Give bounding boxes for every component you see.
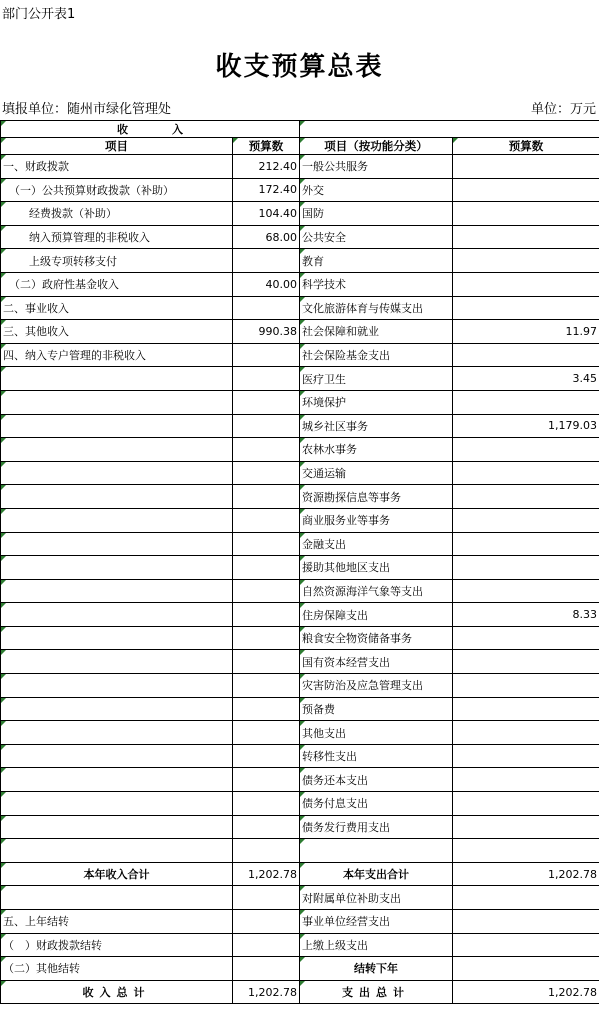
table-row — [1, 980, 599, 1004]
fiscal-carry-label: （ ）财政拨款结转 — [1, 933, 233, 957]
income-value-cell — [233, 461, 300, 485]
table-row — [1, 320, 599, 344]
table-row — [1, 249, 599, 273]
expense-value-cell — [453, 626, 599, 650]
table-row — [1, 862, 599, 886]
blank-cell — [233, 933, 300, 957]
blank-cell — [453, 957, 599, 981]
expense-value-cell — [453, 650, 599, 674]
income-item-cell — [1, 603, 233, 627]
expense-item-cell: 金融支出 — [300, 532, 453, 556]
income-item-cell: （一）公共预算财政拨款（补助） — [1, 178, 233, 202]
income-value-cell — [233, 650, 300, 674]
table-row — [1, 532, 599, 556]
budget-table — [0, 120, 599, 1004]
expense-item-cell: 住房保障支出 — [300, 603, 453, 627]
expense-item-cell: 环境保护 — [300, 390, 453, 414]
table-row — [1, 933, 599, 957]
expense-item-cell: 农林水事务 — [300, 438, 453, 462]
expense-value-cell — [453, 272, 599, 296]
table-row — [1, 485, 599, 509]
expense-value-cell — [453, 296, 599, 320]
income-total-label: 本年收入合计 — [1, 862, 233, 886]
blank-cell — [233, 910, 300, 934]
expense-value-cell — [453, 674, 599, 698]
income-item-cell: 纳入预算管理的非税收入 — [1, 225, 233, 249]
page-title: 收支预算总表 — [215, 52, 384, 82]
expense-value-cell — [453, 792, 599, 816]
expense-total-label: 本年支出合计 — [300, 862, 453, 886]
table-row — [1, 721, 599, 745]
income-value-cell: 172.40 — [233, 178, 300, 202]
income-item-cell — [1, 414, 233, 438]
table-row — [1, 272, 599, 296]
table-row — [1, 414, 599, 438]
business-label: 事业单位经营支出 — [300, 910, 453, 934]
income-item-cell — [1, 650, 233, 674]
blank-cell — [233, 886, 300, 910]
prior-balance-label: 五、上年结转 — [1, 910, 233, 934]
table-row — [1, 343, 599, 367]
income-value-cell — [233, 249, 300, 273]
table-row — [1, 744, 599, 768]
expense-value-cell — [453, 768, 599, 792]
income-item-cell — [1, 390, 233, 414]
income-item-cell — [1, 556, 233, 580]
col-expense-item: 项目（按功能分类） — [300, 138, 453, 155]
income-item-cell — [1, 461, 233, 485]
income-value-cell — [233, 508, 300, 532]
expense-value-cell — [453, 697, 599, 721]
col-income-item: 项目 — [1, 138, 233, 155]
expense-value-cell — [453, 461, 599, 485]
income-item-cell — [1, 508, 233, 532]
income-value-cell — [233, 815, 300, 839]
money-unit: 单位：万元 — [530, 102, 596, 117]
income-item-cell: 一、财政拨款 — [1, 155, 233, 179]
income-value-cell — [233, 792, 300, 816]
expense-value-cell — [453, 744, 599, 768]
expense-value-cell — [453, 202, 599, 226]
expense-item-cell: 粮食安全物资储备事务 — [300, 626, 453, 650]
income-item-cell: （二）政府性基金收入 — [1, 272, 233, 296]
expense-item-cell: 灾害防治及应急管理支出 — [300, 674, 453, 698]
table-row — [1, 579, 599, 603]
blank-cell — [453, 886, 599, 910]
table-row — [1, 886, 599, 910]
income-value-cell — [233, 296, 300, 320]
expense-item-cell: 国有资本经营支出 — [300, 650, 453, 674]
income-item-cell: 上级专项转移支付 — [1, 249, 233, 273]
income-value-cell: 68.00 — [233, 225, 300, 249]
blank-cell — [1, 886, 233, 910]
column-header-row — [1, 138, 599, 155]
income-item-cell — [1, 579, 233, 603]
income-value-cell: 40.00 — [233, 272, 300, 296]
income-value-cell — [233, 674, 300, 698]
income-value-cell — [233, 626, 300, 650]
expense-item-cell: 交通运输 — [300, 461, 453, 485]
income-item-cell: 三、其他收入 — [1, 320, 233, 344]
income-item-cell — [1, 721, 233, 745]
income-total-value: 1,202.78 — [233, 862, 300, 886]
table-row — [1, 839, 599, 863]
income-item-cell — [1, 697, 233, 721]
expense-item-cell: 文化旅游体育与传媒支出 — [300, 296, 453, 320]
expense-value-cell — [453, 343, 599, 367]
expense-total-value: 1,202.78 — [453, 862, 599, 886]
table-row — [1, 508, 599, 532]
table-row — [1, 178, 599, 202]
income-header-row — [1, 121, 599, 138]
expense-item-cell: 教育 — [300, 249, 453, 273]
income-value-cell — [233, 768, 300, 792]
income-item-cell — [1, 626, 233, 650]
expense-item-cell: 其他支出 — [300, 721, 453, 745]
income-value-cell — [233, 603, 300, 627]
expense-header-blank — [300, 121, 599, 138]
expense-value-cell — [453, 249, 599, 273]
income-value-cell: 104.40 — [233, 202, 300, 226]
income-item-cell — [1, 744, 233, 768]
expense-value-cell — [453, 225, 599, 249]
table-row — [1, 674, 599, 698]
other-carry-label: （二）其他结转 — [1, 957, 233, 981]
table-row — [1, 650, 599, 674]
expense-item-cell: 城乡社区事务 — [300, 414, 453, 438]
expense-item-cell: 一般公共服务 — [300, 155, 453, 179]
grand-expense-value: 1,202.78 — [453, 980, 599, 1004]
income-item-cell: 经费拨款（补助） — [1, 202, 233, 226]
income-value-cell — [233, 721, 300, 745]
col-expense-budget: 预算数 — [453, 138, 599, 155]
income-item-cell: 二、事业收入 — [1, 296, 233, 320]
expense-value-cell — [453, 556, 599, 580]
expense-item-cell: 医疗卫生 — [300, 367, 453, 391]
table-row — [1, 556, 599, 580]
income-item-cell — [1, 485, 233, 509]
grand-expense-label: 支出总计 — [300, 980, 453, 1004]
table-row — [1, 390, 599, 414]
expense-item-cell: 科学技术 — [300, 272, 453, 296]
income-header: 收 入 — [1, 121, 300, 138]
expense-item-cell: 社会保障和就业 — [300, 320, 453, 344]
expense-value-cell — [453, 532, 599, 556]
expense-item-cell: 外交 — [300, 178, 453, 202]
expense-item-cell: 商业服务业等事务 — [300, 508, 453, 532]
table-row — [1, 603, 599, 627]
expense-value-cell: 1,179.03 — [453, 414, 599, 438]
income-value-cell — [233, 485, 300, 509]
fill-unit: 填报单位：随州市绿化管理处 — [2, 102, 172, 117]
table-row — [1, 768, 599, 792]
income-item-cell — [1, 792, 233, 816]
grand-income-label: 收入总计 — [1, 980, 233, 1004]
next-year-label: 结转下年 — [300, 957, 453, 981]
table-row — [1, 461, 599, 485]
income-item-cell — [1, 815, 233, 839]
income-value-cell: 990.38 — [233, 320, 300, 344]
subsidy-label: 对附属单位补助支出 — [300, 886, 453, 910]
table-row — [1, 697, 599, 721]
col-income-budget: 预算数 — [233, 138, 300, 155]
expense-item-cell: 社会保险基金支出 — [300, 343, 453, 367]
table-row — [1, 296, 599, 320]
expense-item-cell: 援助其他地区支出 — [300, 556, 453, 580]
income-value-cell — [233, 532, 300, 556]
expense-item-cell: 自然资源海洋气象等支出 — [300, 579, 453, 603]
income-value-cell — [233, 744, 300, 768]
expense-value-cell — [453, 721, 599, 745]
income-item-cell — [1, 532, 233, 556]
expense-value-cell — [453, 390, 599, 414]
expense-item-cell: 债务付息支出 — [300, 792, 453, 816]
expense-value-cell — [453, 178, 599, 202]
expense-item-cell: 国防 — [300, 202, 453, 226]
expense-value-cell — [453, 438, 599, 462]
expense-item-cell: 资源勘探信息等事务 — [300, 485, 453, 509]
income-value-cell: 212.40 — [233, 155, 300, 179]
expense-value-cell: 8.33 — [453, 603, 599, 627]
income-item-cell: 四、纳入专户管理的非税收入 — [1, 343, 233, 367]
income-value-cell — [233, 438, 300, 462]
table-row — [1, 367, 599, 391]
expense-value-cell — [453, 579, 599, 603]
expense-item-cell: 转移性支出 — [300, 744, 453, 768]
income-item-cell — [1, 367, 233, 391]
table-row — [1, 438, 599, 462]
expense-value-cell: 11.97 — [453, 320, 599, 344]
table-row — [1, 792, 599, 816]
income-value-cell — [233, 343, 300, 367]
income-value-cell — [233, 697, 300, 721]
table-row — [1, 815, 599, 839]
income-item-cell — [1, 674, 233, 698]
unit-line — [0, 98, 599, 116]
income-item-cell — [1, 438, 233, 462]
income-item-cell — [1, 768, 233, 792]
expense-value-cell: 3.45 — [453, 367, 599, 391]
expense-value-cell — [453, 508, 599, 532]
table-row — [1, 225, 599, 249]
table-row — [1, 202, 599, 226]
income-value-cell — [233, 579, 300, 603]
expense-value-cell — [453, 839, 599, 863]
grand-income-value: 1,202.78 — [233, 980, 300, 1004]
income-value-cell — [233, 390, 300, 414]
blank-cell — [453, 933, 599, 957]
income-value-cell — [233, 556, 300, 580]
table-row — [1, 626, 599, 650]
table-row — [1, 155, 599, 179]
blank-cell — [453, 910, 599, 934]
table-row — [1, 910, 599, 934]
expense-value-cell — [453, 815, 599, 839]
form-code: 部门公开表1 — [2, 7, 76, 22]
expense-item-cell: 预备费 — [300, 697, 453, 721]
higher-label: 上缴上级支出 — [300, 933, 453, 957]
income-item-cell — [1, 839, 233, 863]
expense-value-cell — [453, 155, 599, 179]
table-row — [1, 957, 599, 981]
expense-item-cell — [300, 839, 453, 863]
blank-cell — [233, 957, 300, 981]
income-value-cell — [233, 414, 300, 438]
expense-item-cell: 公共安全 — [300, 225, 453, 249]
income-value-cell — [233, 839, 300, 863]
expense-value-cell — [453, 485, 599, 509]
expense-item-cell: 债务还本支出 — [300, 768, 453, 792]
expense-item-cell: 债务发行费用支出 — [300, 815, 453, 839]
income-value-cell — [233, 367, 300, 391]
